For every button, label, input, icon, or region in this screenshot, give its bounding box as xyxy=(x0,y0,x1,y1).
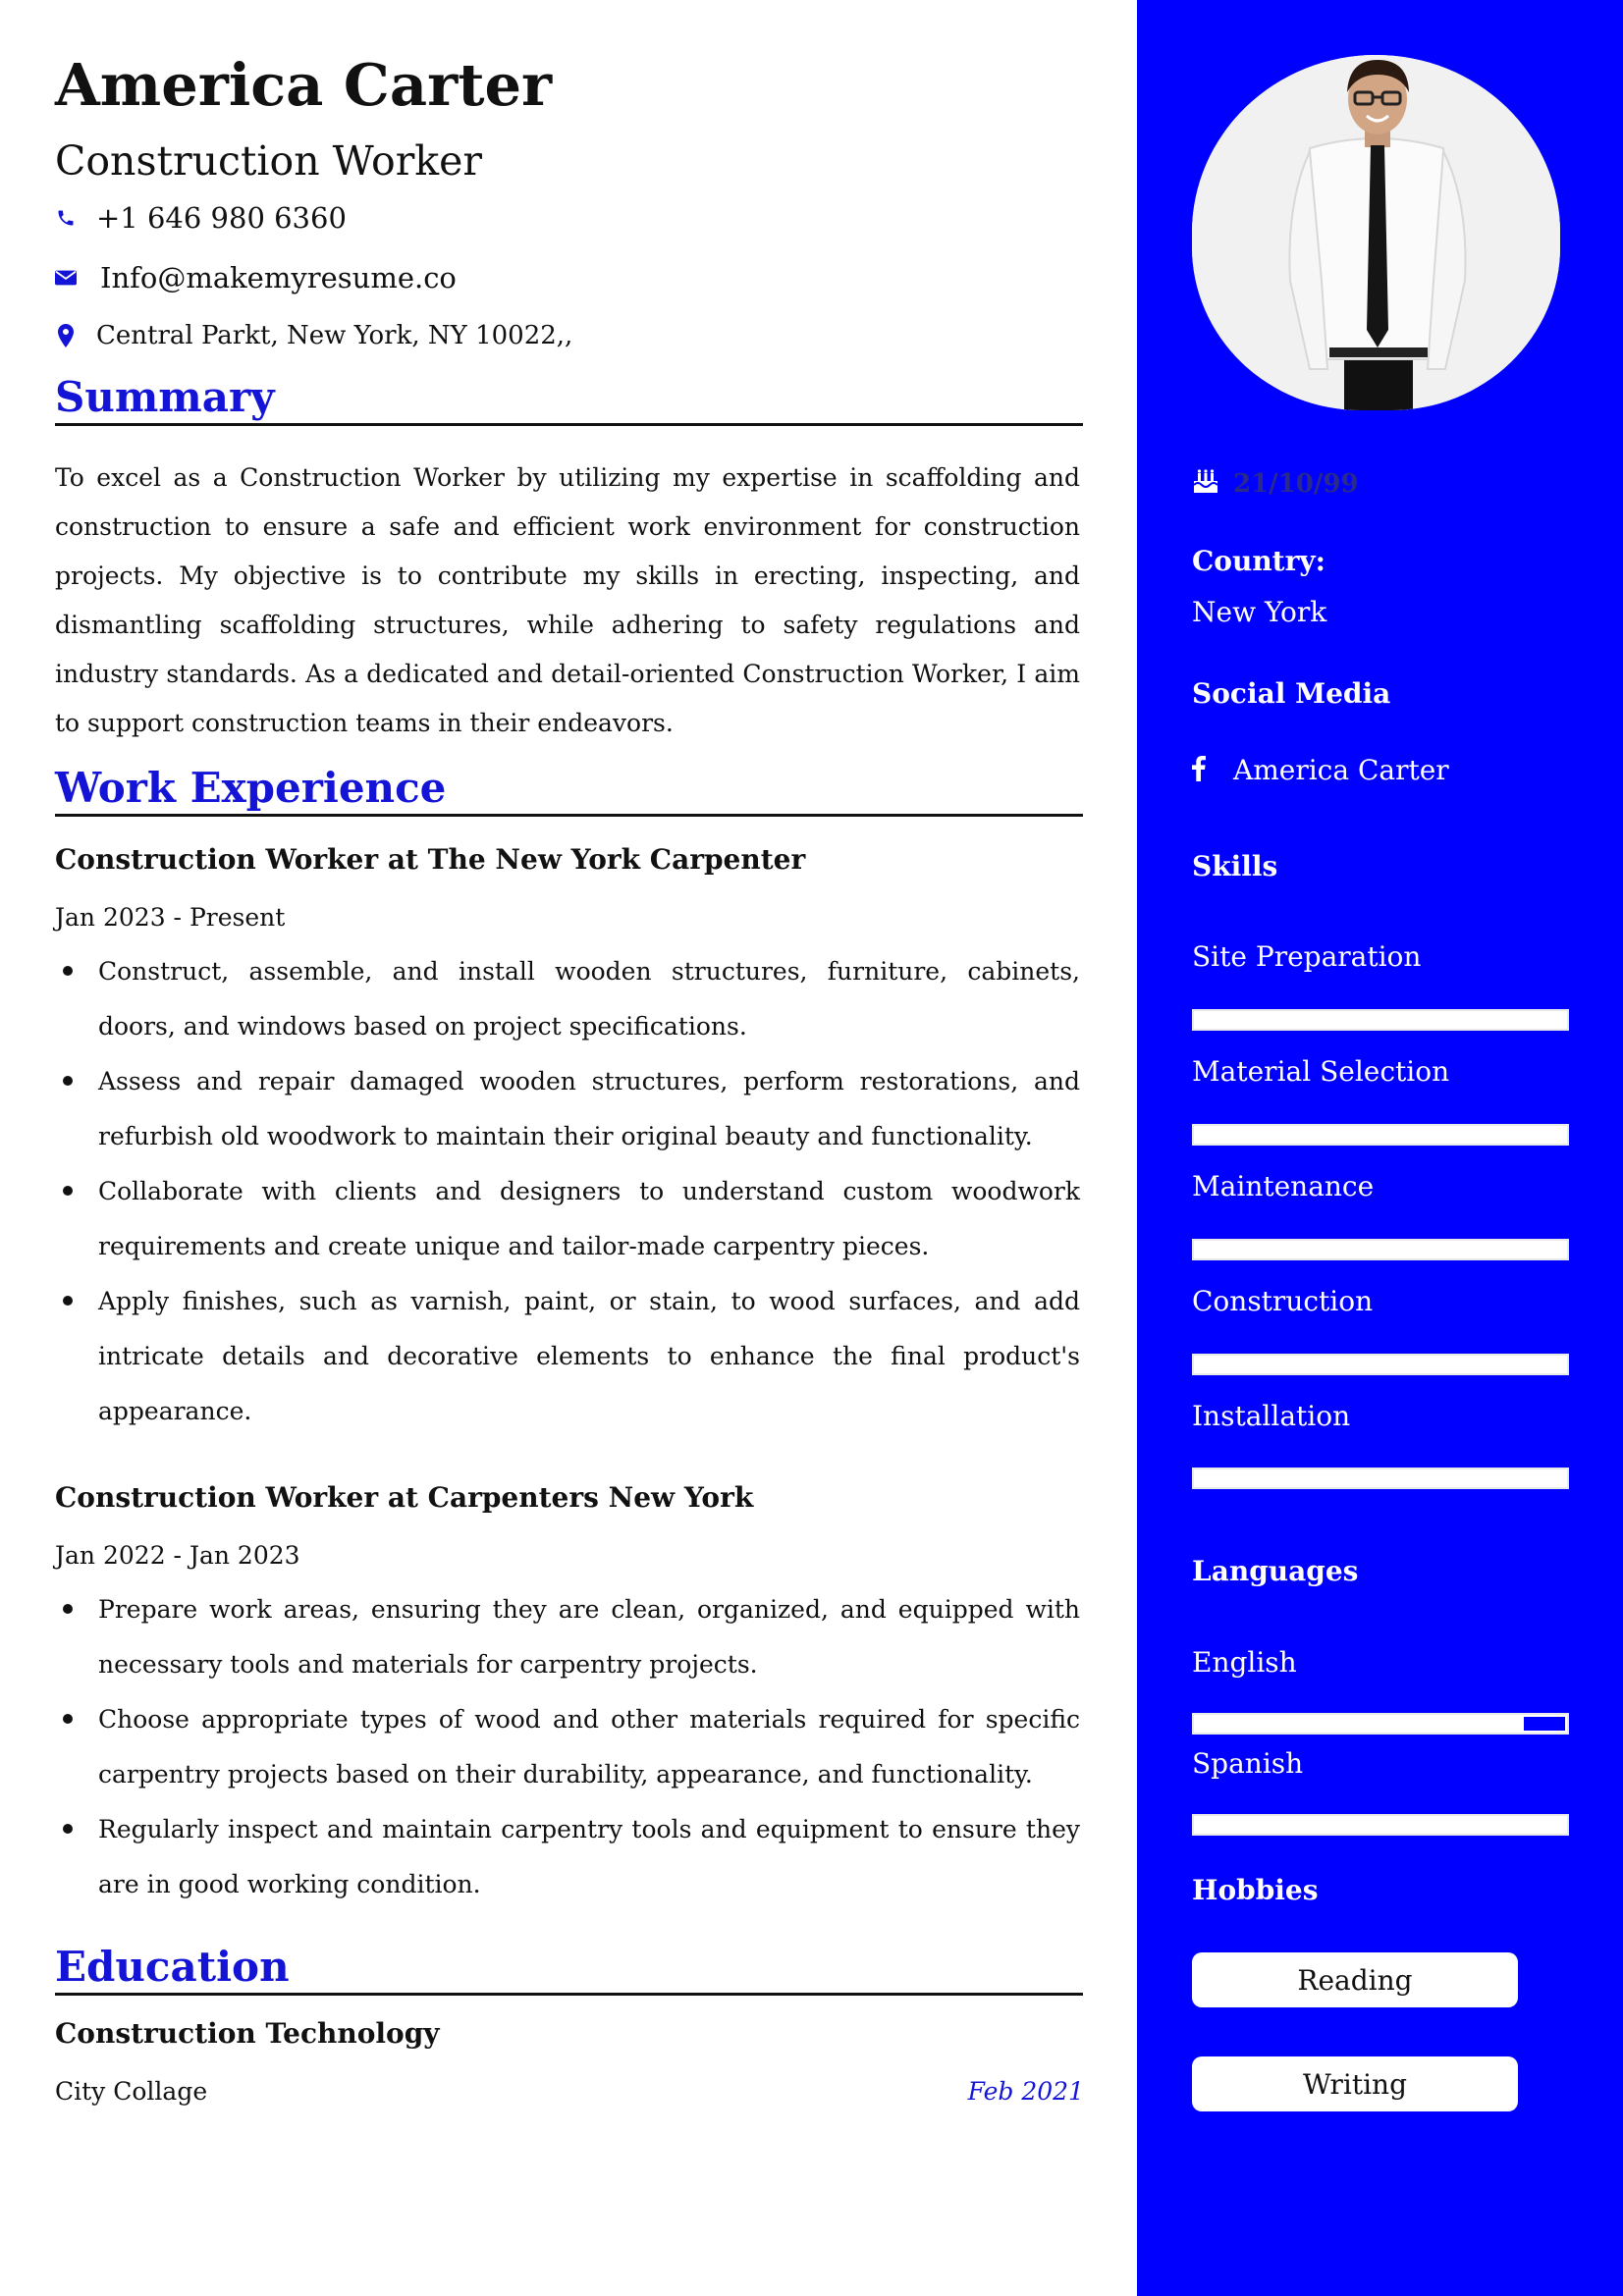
summary-text: To excel as a Construction Worker by utilizing my expertise in scaffolding and construction to ensure a safe and efficient work environment for construction projects. My objective is to contribute my skills in erecting, inspecting, and dismantling scaffolding structures, while adhering to safety regulations and industry standards. As a dedicated and detail-oriented Construction Worker, I aim to support construction teams in their endeavors. xyxy=(55,463,1080,737)
skill-level-bar xyxy=(1192,1124,1569,1146)
candidate-name: America Carter xyxy=(55,51,553,119)
job-bullet: Apply finishes, such as varnish, paint, or stain, to wood surfaces, and add intricate details and decorative elements to enhance the final product's appearance. xyxy=(55,1274,1080,1439)
skill-level-bar xyxy=(1192,1009,1569,1031)
skill-level-fill xyxy=(1194,1241,1567,1258)
job-bullet: Regularly inspect and maintain carpentry tools and equipment to ensure they are in good working condition. xyxy=(55,1802,1080,1912)
map-pin-icon xyxy=(55,325,77,347)
job-dates: Jan 2022 - Jan 2023 xyxy=(55,1541,300,1570)
education-degree: Construction Technology xyxy=(55,2017,440,2050)
facebook-icon xyxy=(1192,756,1206,785)
birthday-cake-icon xyxy=(1192,469,1219,499)
address-contact xyxy=(55,321,572,350)
job-bullets xyxy=(55,1582,1080,1912)
envelope-icon xyxy=(55,267,77,289)
language-name: English xyxy=(1192,1646,1297,1679)
skill-name: Material Selection xyxy=(1192,1055,1450,1088)
education-school: City Collage xyxy=(55,2077,208,2106)
skill-level-fill xyxy=(1194,1356,1567,1373)
job-bullet: Construct, assemble, and install wooden structures, furniture, cabinets, doors, and windows based on project specifications. xyxy=(55,944,1080,1054)
skill-level-bar xyxy=(1192,1468,1569,1489)
hobby-badge: Reading xyxy=(1192,1952,1518,2007)
email-text: Info@makemyresume.co xyxy=(100,261,457,294)
profile-photo xyxy=(1192,55,1560,410)
summary-heading: Summary xyxy=(55,374,1083,426)
job-bullets xyxy=(55,944,1080,1439)
job-bullet: Prepare work areas, ensuring they are clean, organized, and equipped with necessary tools and materials for carpentry projects. xyxy=(55,1582,1080,1692)
language-level-bar xyxy=(1192,1713,1569,1735)
skill-level-fill xyxy=(1194,1011,1567,1029)
phone-icon xyxy=(55,207,77,229)
skill-level-bar xyxy=(1192,1239,1569,1260)
date-of-birth xyxy=(1192,469,1359,499)
education-heading: Education xyxy=(55,1944,1083,1996)
candidate-role: Construction Worker xyxy=(55,137,483,185)
skill-name: Installation xyxy=(1192,1400,1351,1432)
languages-heading: Languages xyxy=(1192,1555,1359,1587)
phone-text: +1 646 980 6360 xyxy=(96,201,347,235)
sidebar xyxy=(1137,0,1623,2296)
skill-name: Construction xyxy=(1192,1285,1374,1317)
address-text: Central Parkt, New York, NY 10022,, xyxy=(96,321,573,350)
country-value: New York xyxy=(1192,596,1327,628)
skills-heading: Skills xyxy=(1192,850,1278,882)
hobby-badge: Writing xyxy=(1192,2056,1518,2111)
language-level-fill xyxy=(1194,1816,1567,1834)
country-label: Country: xyxy=(1192,545,1325,577)
phone-contact xyxy=(55,201,347,235)
job-bullet: Assess and repair damaged wooden structures, perform restorations, and refurbish old woodwork to maintain their original beauty and functionality. xyxy=(55,1054,1080,1164)
job-bullet: Collaborate with clients and designers to understand custom woodwork requirements and create unique and tailor-made carpentry pieces. xyxy=(55,1164,1080,1274)
language-level-bar xyxy=(1192,1814,1569,1836)
experience-heading: Work Experience xyxy=(55,765,1083,817)
skill-level-fill xyxy=(1194,1126,1567,1144)
facebook-name: America Carter xyxy=(1233,754,1449,786)
dob-text: 21/10/99 xyxy=(1233,469,1359,499)
job-title: Construction Worker at The New York Carpenter xyxy=(55,843,806,876)
job-dates: Jan 2023 - Present xyxy=(55,903,286,932)
hobbies-heading: Hobbies xyxy=(1192,1874,1319,1906)
skill-level-bar xyxy=(1192,1354,1569,1375)
social-media-heading: Social Media xyxy=(1192,677,1391,710)
skill-level-fill xyxy=(1194,1469,1567,1487)
email-contact xyxy=(55,261,457,294)
job-title: Construction Worker at Carpenters New York xyxy=(55,1481,754,1514)
skill-name: Site Preparation xyxy=(1192,940,1422,973)
skill-name: Maintenance xyxy=(1192,1170,1375,1202)
education-date: Feb 2021 xyxy=(967,2077,1084,2106)
language-name: Spanish xyxy=(1192,1747,1304,1780)
job-bullet: Choose appropriate types of wood and other materials required for specific carpentry projects based on their durability, appearance, and functionality. xyxy=(55,1692,1080,1802)
facebook-link[interactable] xyxy=(1192,754,1449,786)
level-remainder xyxy=(1524,1717,1565,1731)
language-level-fill xyxy=(1194,1715,1526,1733)
